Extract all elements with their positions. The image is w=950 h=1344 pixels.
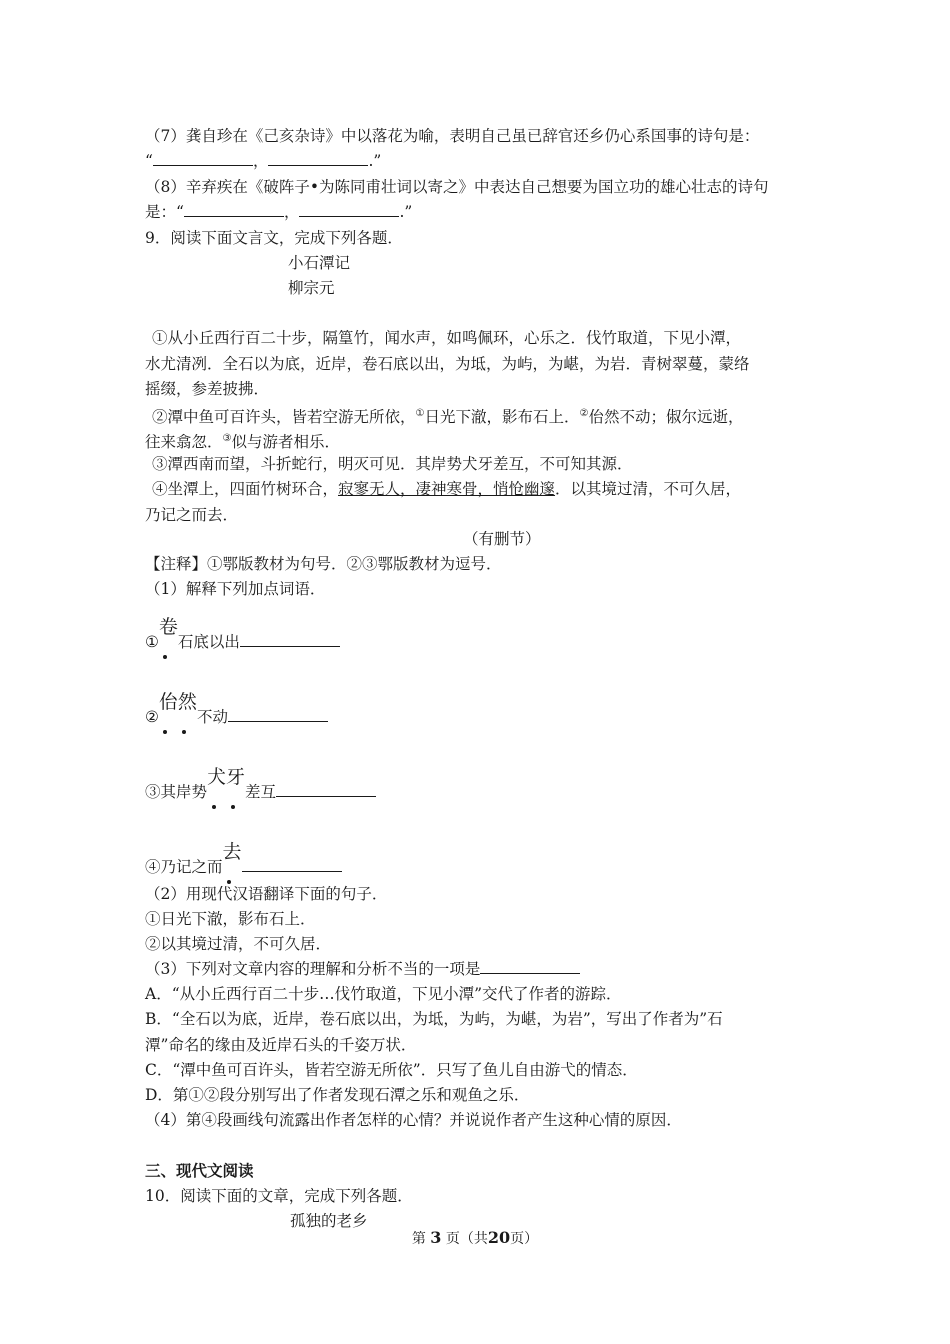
underlined-sentence: 寂寥无人，凄神寒骨，悄怆幽邃	[338, 480, 556, 498]
emphasis-dot	[163, 655, 167, 659]
footnote-mark: ②	[579, 408, 589, 419]
option-d: D．第①②段分别写出了作者发现石潭之乐和观鱼之乐．	[145, 1086, 530, 1104]
section-heading: 三、现代文阅读	[145, 1161, 254, 1180]
answer-blank[interactable]	[299, 202, 399, 217]
q1-item-2: ②佁 然 不动	[145, 705, 810, 728]
option-c: C．“潭中鱼可百许头，皆若空游无所依”．只写了鱼儿自由游弋的情态．	[145, 1061, 638, 1079]
paragraph-2: ②潭中鱼可百许头，皆若空游无所依，①日光下澈，影布石上．②佁然不动；俶尔远逝，	[152, 408, 744, 427]
question-3: （3）下列对文章内容的理解和分析不当的一项是	[145, 958, 810, 980]
q7-text: （7）龚自珍在《己亥杂诗》中以落花为喻，表明自己虽已辞官还乡仍心系国事的诗句是：	[145, 127, 760, 145]
abridged-note: （有删节）	[463, 530, 541, 548]
q8-text: （8）辛弃疾在《破阵子•为陈同甫壮词以寄之》中表达自己想要为国立功的雄心壮志的诗句	[145, 178, 769, 196]
total-pages: 20	[487, 1228, 511, 1247]
passage-author: 柳宗元	[288, 279, 335, 297]
answer-blank[interactable]	[480, 959, 580, 974]
document-page: （7）龚自珍在《己亥杂诗》中以落花为喻，表明自己虽已辞官还乡仍心系国事的诗句是： “ ， .” （8）辛弃疾在《破阵子•为陈同甫壮词以寄之》中表达自己想要为国立功的雄心壮志的诗句 是：“ ， .” 9．阅读下面文言文，完成下列各题． 小石潭记 柳宗元 ①从小丘西行百二十步，隔篁竹，闻水声，如鸣佩环，心乐之．伐竹取道，下见小潭， 水尤清冽．全石以为底，近岸，卷石底以出，为坻，为屿，为嵁，为岩．青树翠蔓，蒙络 摇缀，参差披拂． ②潭中鱼可百许头，皆若空游无所依，①日光下澈，影布石上．②佁然不动；俶尔远逝， 往来翕忽．③似与游者相乐． ③潭西南而望，斗折蛇行，明灭可见．其岸势犬牙差互，不可知其源． ④坐潭上，四面竹树环合，寂寥无人，凄神寒骨，悄怆幽邃．以其境过清，不可久居， 乃记之而去． （有删节） 【注释】①鄂版教材为句号．②③鄂版教材为逗号． （1）解释下列加点词语． ①卷 石底以出 ②佁 然 不动 ③其岸势犬 牙 差互 ④乃记之而去 （2）用现代汉语翻译下面的句子． ①日光下澈，影布石上． ②以其境过清，不可久居． （3）下列对文章内容的理解和分析不当的一项是 A．“从小丘西行百二十步…伐竹取道，下见小潭”交代了作者的游踪． B．“全石以为底，近岸，卷石底以出，为坻，为屿，为嵁，为岩”，写出了作者为”石 潭”命名的缘由及近岸石头的千姿万状． C．“潭中鱼可百许头，皆若空游无所依”．只写了鱼儿自由游弋的情态． D．第①②段分别写出了作者发现石潭之乐和观鱼之乐． （4）第④段画线句流露出作者怎样的心情？并说说作者产生这种心情的原因． 三、现代文阅读 10．阅读下面的文章，完成下列各题． 孤独的老乡 第 3 页（共20页）	[0, 0, 950, 1344]
emphasis-dot	[182, 730, 186, 734]
answer-blank[interactable]	[184, 202, 284, 217]
question-4: （4）第④段画线句流露出作者怎样的心情？并说说作者产生这种心情的原因．	[145, 1111, 682, 1129]
dotted-word: 卷	[159, 630, 178, 653]
dotted-word: 然	[178, 705, 197, 728]
dotted-word: 犬	[207, 780, 226, 803]
dotted-word: 牙	[226, 780, 245, 803]
line-q8	[145, 176, 810, 198]
q1-item-1: ①卷 石底以出	[145, 630, 810, 653]
answer-blank[interactable]	[268, 151, 368, 166]
emphasis-dot	[163, 730, 167, 734]
q1-item-4: ④乃记之而去	[145, 855, 810, 878]
line-q7-blanks: “ ， .”	[145, 152, 382, 170]
question-1: （1）解释下列加点词语．	[145, 580, 326, 598]
answer-blank[interactable]	[228, 707, 328, 722]
answer-blank[interactable]	[153, 151, 253, 166]
passage-title: 小石潭记	[288, 254, 351, 272]
option-b: B．“全石以为底，近岸，卷石底以出，为坻，为屿，为嵁，为岩”，写出了作者为”石	[145, 1010, 723, 1028]
paragraph-3: ③潭西南而望，斗折蛇行，明灭可见．其岸势犬牙差互，不可知其源．	[152, 455, 633, 473]
answer-blank[interactable]	[240, 632, 340, 647]
question-10: 10．阅读下面的文章，完成下列各题．	[145, 1187, 413, 1205]
emphasis-dot	[212, 805, 216, 809]
answer-blank[interactable]	[276, 782, 376, 797]
answer-blank[interactable]	[242, 857, 342, 872]
dotted-word: 去	[223, 855, 242, 878]
annotation: 【注释】①鄂版教材为句号．②③鄂版教材为逗号．	[145, 555, 502, 573]
passage-title-2: 孤独的老乡	[290, 1212, 368, 1230]
emphasis-dot	[231, 805, 235, 809]
page-footer: 第 3 页（共20页）	[411, 1228, 539, 1247]
option-a: A．“从小丘西行百二十步…伐竹取道，下见小潭”交代了作者的游踪．	[145, 985, 622, 1003]
footnote-mark: ①	[415, 408, 425, 419]
line-q8-blanks: 是：“ ， .”	[145, 203, 413, 221]
footnote-mark: ③	[222, 433, 232, 444]
line-q7	[145, 125, 810, 147]
question-2: （2）用现代汉语翻译下面的句子．	[145, 885, 388, 903]
page-number: 3	[430, 1228, 442, 1247]
paragraph-4: ④坐潭上，四面竹树环合，寂寥无人，凄神寒骨，悄怆幽邃．以其境过清，不可久居，	[152, 480, 742, 498]
line-q9: 9．阅读下面文言文，完成下列各题．	[145, 229, 403, 247]
paragraph-1: ①从小丘西行百二十步，隔篁竹，闻水声，如鸣佩环，心乐之．伐竹取道，下见小潭，	[152, 329, 742, 347]
q1-item-3: ③其岸势犬 牙 差互	[145, 780, 810, 803]
dotted-word: 佁	[159, 705, 178, 728]
